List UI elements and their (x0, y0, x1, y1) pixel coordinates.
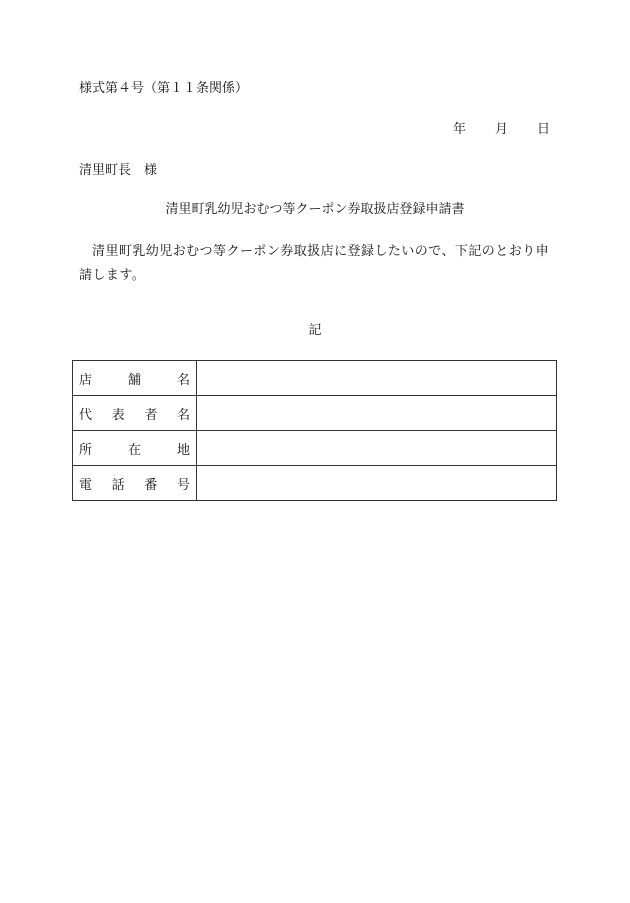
label-char: 在 (127, 442, 141, 458)
row-label (73, 369, 196, 388)
value-field-representative-name[interactable] (197, 396, 557, 431)
label-char: 地 (176, 442, 190, 458)
date-day-label: 日 (536, 122, 550, 137)
table-row-phone-number (73, 466, 557, 501)
label-char: 所 (79, 442, 93, 458)
label-char: 者 (144, 407, 158, 423)
label-char: 名 (176, 372, 190, 388)
label-char: 店 (79, 372, 93, 388)
date-year-label: 年 (452, 122, 466, 137)
value-field-address[interactable] (197, 431, 557, 466)
label-char: 代 (79, 407, 93, 423)
addressee: 清里町長 様 (79, 163, 158, 178)
body-paragraph: 清里町乳幼児おむつ等クーポン券取扱店に登録したいので、下記のとおり申請します。 (79, 244, 550, 283)
value-field-store-name[interactable] (197, 361, 557, 396)
label-char: 話 (111, 477, 125, 493)
ki-heading: 記 (308, 323, 322, 338)
label-char: 舗 (127, 372, 141, 388)
label-cell (73, 431, 197, 466)
row-label (73, 404, 196, 423)
value-field-phone-number[interactable] (197, 466, 557, 501)
label-cell (73, 396, 197, 431)
table-row-store-name (73, 361, 557, 396)
table-row-address (73, 431, 557, 466)
label-char: 表 (111, 407, 125, 423)
registration-table (72, 360, 557, 501)
label-char: 名 (176, 407, 190, 423)
form-number: 様式第４号（第１１条関係） (79, 81, 249, 96)
row-label (73, 439, 196, 458)
date-month-label: 月 (494, 122, 508, 137)
document-title: 清里町乳幼児おむつ等クーポン券取扱店登録申請書 (165, 202, 465, 217)
label-char: 番 (144, 477, 158, 493)
date-line (453, 121, 550, 139)
label-cell (73, 361, 197, 396)
label-cell (73, 466, 197, 501)
label-char: 電 (79, 477, 93, 493)
label-char: 号 (176, 477, 190, 493)
row-label (73, 474, 196, 493)
table-row-representative-name (73, 396, 557, 431)
